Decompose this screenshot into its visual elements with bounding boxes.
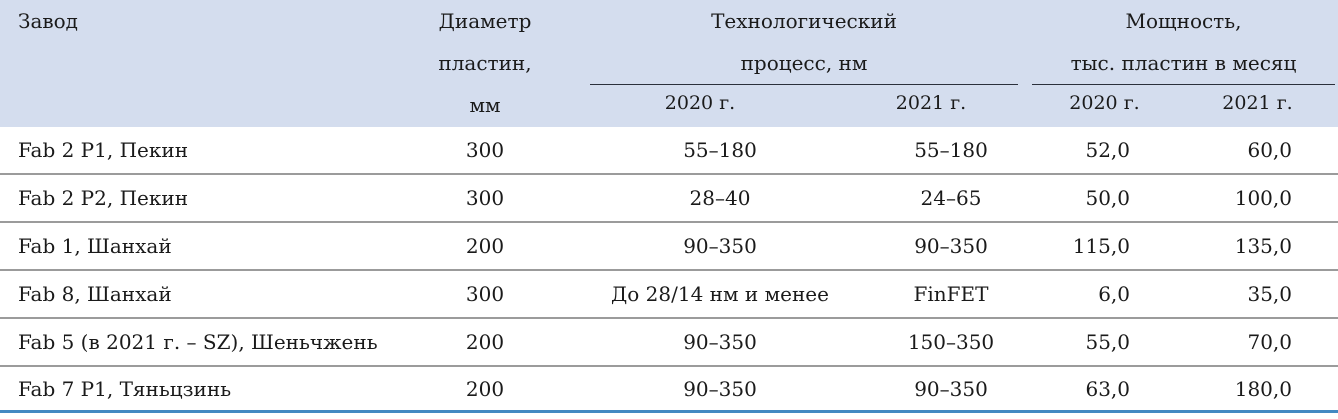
cell-process-2020: 90–350 (683, 234, 757, 258)
header-process-2020: 2020 г. (664, 92, 736, 114)
header-capacity-2021: 2021 г. (1222, 92, 1293, 114)
cell-process-2021: 150–350 (907, 330, 995, 354)
cell-capacity-2020: 55,0 (1085, 330, 1130, 354)
header-diameter-line: пластин, (438, 51, 532, 75)
cell-diameter: 300 (465, 138, 505, 162)
header-group-capacity-title (1032, 0, 1335, 85)
cell-process-2020: 90–350 (683, 330, 757, 354)
cell-factory: Fab 7 P1, Тяньцзинь (18, 376, 232, 401)
table-row (0, 175, 1338, 223)
cell-process-2020: До 28/14 нм и менее (611, 282, 829, 306)
header-diameter-line: мм (469, 93, 501, 117)
header-group-process-title-line: Технологический (711, 9, 897, 33)
cell-diameter: 300 (465, 282, 505, 306)
cell-process-2021: 24–65 (920, 186, 982, 210)
table-row (0, 271, 1338, 319)
header-group-capacity-years (1032, 85, 1338, 114)
header-capacity-2020: 2020 г. (1069, 92, 1140, 114)
cell-diameter: 200 (465, 330, 505, 354)
header-group-process-title-line: процесс, нм (740, 51, 868, 75)
cell-capacity-2021: 100,0 (1234, 186, 1292, 210)
cell-capacity-2021: 35,0 (1247, 282, 1292, 306)
table-row (0, 223, 1338, 271)
cell-capacity-2021: 70,0 (1247, 330, 1292, 354)
header-process-2021: 2021 г. (895, 92, 967, 114)
cell-capacity-2021: 135,0 (1234, 234, 1292, 258)
cell-process-2020: 90–350 (683, 376, 757, 401)
cell-capacity-2020: 115,0 (1072, 234, 1130, 258)
header-group-capacity-title-line: Мощность, (1125, 9, 1242, 33)
table-row (0, 319, 1338, 367)
cell-capacity-2021: 60,0 (1247, 138, 1292, 162)
cell-capacity-2021: 180,0 (1234, 376, 1292, 401)
cell-diameter: 200 (465, 376, 505, 401)
cell-process-2021: FinFET (913, 282, 989, 306)
cell-diameter: 300 (465, 186, 505, 210)
cell-process-2021: 90–350 (914, 376, 988, 401)
table-body (0, 127, 1338, 410)
cell-process-2020: 28–40 (689, 186, 751, 210)
cell-factory: Fab 2 P1, Пекин (18, 138, 189, 162)
table-row (0, 127, 1338, 175)
header-diameter (400, 0, 570, 127)
cell-factory: Fab 2 P2, Пекин (18, 186, 189, 210)
cell-factory: Fab 1, Шанхай (18, 234, 172, 258)
header-group-capacity (1032, 0, 1338, 127)
header-factory: Завод (18, 9, 78, 33)
cell-process-2021: 55–180 (914, 138, 988, 162)
cell-capacity-2020: 6,0 (1098, 282, 1130, 306)
table-header (0, 0, 1338, 127)
header-group-capacity-title-line: тыс. пластин в месяц (1070, 51, 1297, 75)
cell-capacity-2020: 63,0 (1085, 376, 1130, 401)
cell-diameter: 200 (465, 234, 505, 258)
cell-capacity-2020: 50,0 (1085, 186, 1130, 210)
cell-capacity-2020: 52,0 (1085, 138, 1130, 162)
cell-process-2020: 55–180 (683, 138, 757, 162)
header-group-process-title (590, 0, 1018, 85)
header-group-process-years (550, 85, 1046, 114)
header-diameter-line: Диаметр (438, 9, 532, 33)
table-row (0, 367, 1338, 410)
cell-factory: Fab 8, Шанхай (18, 282, 172, 306)
cell-process-2021: 90–350 (914, 234, 988, 258)
header-group-process (570, 0, 1032, 127)
cell-factory: Fab 5 (в 2021 г. – SZ), Шеньчжень (18, 330, 378, 354)
